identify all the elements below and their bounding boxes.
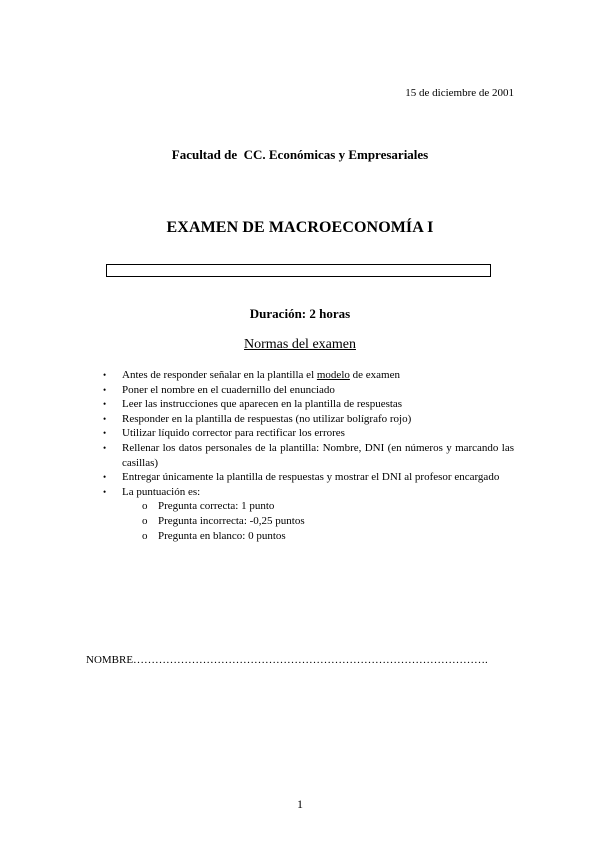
- scoring-item: [100, 529, 514, 544]
- rules-heading: Normas del examen: [244, 337, 356, 352]
- name-line: NOMBRE…………………………………………………………………………………….: [86, 654, 488, 666]
- rule-text: Rellenar los datos personales de la plantilla: Nombre, DNI (en números y marcando las casillas): [122, 441, 514, 469]
- scoring-item: [100, 499, 514, 514]
- rule-text: Utilizar líquido corrector para rectificar los errores: [122, 427, 345, 440]
- rule-text: Entregar únicamente la plantilla de respuestas y mostrar el DNI al profesor encargado: [122, 471, 500, 484]
- rule-emphasis: modelo: [316, 369, 350, 381]
- rules-list: [100, 368, 514, 543]
- rule-text: La puntuación es:: [122, 485, 201, 498]
- rule-item: [100, 470, 514, 485]
- faculty-name: Facultad de CC. Económicas y Empresariales: [171, 147, 429, 162]
- bullet-icon: •: [103, 442, 107, 453]
- scoring-text: Pregunta incorrecta: -0,25 puntos: [158, 514, 305, 527]
- circle-bullet-icon: o: [142, 500, 148, 513]
- rule-item: [100, 485, 514, 500]
- bullet-icon: •: [103, 472, 107, 483]
- rule-text: Antes de responder señalar en la plantilla el: [122, 369, 317, 381]
- exam-duration: Duración: 2 horas: [249, 306, 351, 321]
- scoring-text: Pregunta correcta: 1 punto: [158, 500, 275, 513]
- circle-bullet-icon: o: [142, 514, 148, 527]
- bullet-icon: •: [103, 384, 107, 395]
- scoring-text: Pregunta en blanco: 0 puntos: [158, 529, 286, 542]
- bullet-icon: •: [103, 486, 107, 497]
- rule-item: [100, 412, 514, 427]
- rule-item: [100, 368, 514, 383]
- rule-text: Leer las instrucciones que aparecen en la plantilla de respuestas: [122, 398, 403, 411]
- rule-text: Poner el nombre en el cuadernillo del enunciado: [122, 383, 335, 396]
- rule-item: [100, 383, 514, 398]
- bullet-icon: •: [103, 428, 107, 439]
- scoring-item: [100, 514, 514, 529]
- rule-item: [100, 397, 514, 412]
- exam-title: EXAMEN DE MACROECONOMÍA I: [166, 219, 434, 236]
- bullet-icon: •: [103, 413, 107, 424]
- rule-text: de examen: [349, 369, 400, 381]
- blank-answer-box: [106, 264, 491, 277]
- page-number: 1: [297, 797, 303, 811]
- rule-item: [100, 441, 514, 470]
- bullet-icon: •: [103, 399, 107, 410]
- exam-date: 15 de diciembre de 2001: [405, 87, 514, 99]
- rule-item: [100, 426, 514, 441]
- bullet-icon: •: [103, 370, 107, 380]
- circle-bullet-icon: o: [142, 529, 148, 542]
- rule-text: Responder en la plantilla de respuestas (no utilizar bolígrafo rojo): [122, 412, 412, 425]
